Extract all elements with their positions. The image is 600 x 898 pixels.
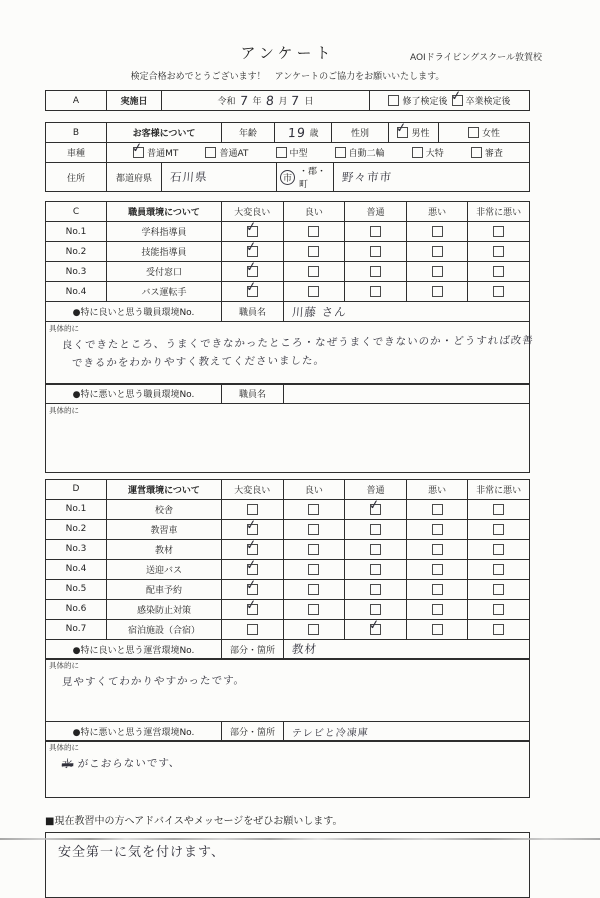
section-c-bad-row bbox=[45, 383, 530, 404]
city-type-label bbox=[276, 163, 333, 191]
rating-checkbox[interactable] bbox=[308, 604, 319, 615]
rating-checkbox[interactable] bbox=[493, 266, 504, 277]
rating-checkbox[interactable] bbox=[432, 624, 443, 635]
rating-checkbox[interactable] bbox=[247, 604, 258, 615]
detail-rest: がこおらないです、 bbox=[77, 757, 181, 771]
checkbox-daitoku[interactable] bbox=[412, 147, 423, 158]
row-label: 受付窓口 bbox=[106, 262, 221, 281]
rating-checkbox[interactable] bbox=[308, 286, 319, 297]
rating-checkbox[interactable] bbox=[493, 544, 504, 555]
option-futsu-at bbox=[205, 146, 248, 159]
rating-checkbox[interactable] bbox=[308, 504, 319, 515]
option-jidonirin bbox=[335, 146, 385, 159]
row-label: 配車予約 bbox=[106, 580, 221, 599]
detail-handwritten bbox=[61, 751, 522, 775]
month-handwritten: 8 bbox=[264, 92, 276, 109]
option-label: 卒業検定後 bbox=[465, 97, 511, 107]
option-shinsa bbox=[471, 146, 503, 159]
option-label: 審査 bbox=[484, 149, 503, 159]
row-no: No.5 bbox=[65, 584, 87, 594]
rating-checkbox[interactable] bbox=[370, 266, 381, 277]
vehicle-label: 車種 bbox=[66, 149, 85, 159]
section-c-table bbox=[45, 201, 530, 322]
rating-checkbox[interactable] bbox=[493, 286, 504, 297]
rating-checkbox[interactable] bbox=[308, 624, 319, 635]
city-value-cell[interactable] bbox=[333, 163, 529, 191]
struck-out-word: 水 bbox=[61, 758, 74, 771]
option-label: 中型 bbox=[289, 149, 308, 159]
table-row bbox=[46, 91, 529, 110]
age-label: 年齢 bbox=[221, 123, 274, 142]
option-daitoku bbox=[412, 146, 444, 159]
option-label: 大特 bbox=[425, 149, 444, 159]
rating-checkbox[interactable] bbox=[493, 504, 504, 515]
rating-checkbox[interactable] bbox=[370, 584, 381, 595]
rating-checkbox[interactable] bbox=[370, 246, 381, 257]
rating-checkbox[interactable] bbox=[370, 286, 381, 297]
prefecture-value-cell[interactable] bbox=[161, 163, 276, 191]
option-label: 普通MT bbox=[147, 149, 179, 159]
rating-header-bad: 悪い bbox=[406, 480, 468, 499]
exam-type-cell bbox=[369, 91, 529, 110]
rating-checkbox[interactable] bbox=[493, 624, 504, 635]
table-row bbox=[46, 539, 529, 559]
bad-staff-label: ●特に悪いと思う職員環境No. bbox=[72, 390, 195, 400]
row-label: 技能指導員 bbox=[106, 242, 221, 261]
rating-checkbox[interactable] bbox=[493, 246, 504, 257]
rating-checkbox[interactable] bbox=[247, 286, 258, 297]
option-label: 男性 bbox=[411, 129, 430, 139]
rating-checkbox[interactable] bbox=[432, 564, 443, 575]
rating-header-normal: 普通 bbox=[344, 202, 406, 221]
row-no: No.7 bbox=[65, 624, 87, 634]
option-male bbox=[397, 126, 429, 139]
checkbox-futsu-mt[interactable] bbox=[133, 147, 144, 158]
staff-name-handwritten: 川藤 さん bbox=[291, 304, 348, 319]
rating-checkbox[interactable] bbox=[493, 584, 504, 595]
bad-part-row bbox=[46, 722, 529, 741]
exec-date-label: 実施日 bbox=[106, 91, 161, 110]
gender-female-cell bbox=[438, 123, 529, 142]
row-label: 学科指導員 bbox=[106, 222, 221, 241]
option-shuryo-kentei bbox=[388, 94, 447, 107]
table-header-row bbox=[46, 480, 529, 499]
rating-checkbox[interactable] bbox=[308, 524, 319, 535]
rating-checkbox[interactable] bbox=[432, 286, 443, 297]
option-label: 普通AT bbox=[219, 149, 249, 159]
rating-checkbox[interactable] bbox=[247, 544, 258, 555]
rating-header-very-good: 大変良い bbox=[221, 480, 283, 499]
rating-header-very-bad: 非常に悪い bbox=[467, 480, 529, 499]
row-label: 感染防止対策 bbox=[106, 600, 221, 619]
bad-part-value-cell[interactable] bbox=[283, 722, 529, 741]
rating-checkbox[interactable] bbox=[432, 504, 443, 515]
row-no: No.2 bbox=[65, 524, 87, 534]
scan-artifact-line bbox=[0, 838, 600, 840]
checkbox-chugata[interactable] bbox=[276, 147, 287, 158]
rating-checkbox[interactable] bbox=[308, 564, 319, 575]
checkbox-jidonirin[interactable] bbox=[335, 147, 346, 158]
staff-name-label: 職員名 bbox=[221, 302, 283, 321]
row-label: 送迎バス bbox=[106, 560, 221, 579]
row-no: No.1 bbox=[65, 226, 87, 237]
detail-label: 具体的に bbox=[49, 405, 79, 415]
option-female bbox=[468, 126, 500, 139]
table-row bbox=[46, 241, 529, 261]
section-c-id: C bbox=[72, 206, 80, 217]
bad-staff-value-cell[interactable] bbox=[283, 384, 529, 403]
row-label: バス運転手 bbox=[106, 282, 221, 301]
table-row bbox=[46, 599, 529, 619]
rating-checkbox[interactable] bbox=[432, 524, 443, 535]
rating-checkbox[interactable] bbox=[493, 524, 504, 535]
table-row bbox=[46, 261, 529, 281]
staff-name-label: 職員名 bbox=[221, 384, 283, 403]
advice-handwritten: 安全第一に気を付けます、 bbox=[58, 845, 225, 860]
rating-checkbox[interactable] bbox=[493, 564, 504, 575]
bad-part-label: ●特に悪いと思う運営環境No. bbox=[72, 727, 195, 738]
year-handwritten: 7 bbox=[238, 92, 250, 109]
section-c-title: 職員環境について bbox=[106, 202, 221, 221]
detail-handwritten bbox=[62, 413, 521, 418]
rating-checkbox[interactable] bbox=[432, 226, 443, 237]
day-handwritten: 7 bbox=[290, 92, 302, 109]
checkbox-female[interactable] bbox=[468, 127, 479, 138]
year-suffix: 年 bbox=[252, 97, 262, 107]
page-title: アンケート bbox=[240, 44, 335, 62]
option-sotsugyo-kentei bbox=[452, 94, 511, 107]
section-a-table bbox=[45, 90, 530, 111]
row-no: No.3 bbox=[65, 544, 87, 554]
table-row bbox=[46, 619, 529, 639]
detail-handwritten-line2: できるかをわかりやすく教えてくださいました。 bbox=[71, 355, 326, 370]
rating-checkbox[interactable] bbox=[493, 604, 504, 615]
rating-checkbox[interactable] bbox=[370, 504, 381, 515]
checkbox-sotsugyo-kentei[interactable] bbox=[452, 95, 463, 106]
rating-checkbox[interactable] bbox=[370, 624, 381, 635]
rating-checkbox[interactable] bbox=[370, 604, 381, 615]
vehicle-options-cell bbox=[106, 143, 529, 162]
table-header-row bbox=[46, 202, 529, 221]
rating-header-good: 良い bbox=[283, 202, 345, 221]
rating-checkbox[interactable] bbox=[308, 226, 319, 237]
rating-checkbox[interactable] bbox=[493, 226, 504, 237]
good-part-label: ●特に良いと思う運営環境No. bbox=[72, 645, 195, 656]
row-no: No.2 bbox=[65, 246, 87, 257]
section-a-id: A bbox=[72, 95, 80, 106]
address-label: 住所 bbox=[66, 173, 85, 184]
day-suffix: 日 bbox=[304, 97, 314, 107]
table-row bbox=[46, 579, 529, 599]
section-b-id: B bbox=[72, 127, 80, 138]
rating-checkbox[interactable] bbox=[370, 544, 381, 555]
rating-header-good: 良い bbox=[283, 480, 345, 499]
detail-label: 具体的に bbox=[49, 323, 79, 333]
table-row bbox=[46, 221, 529, 241]
prefecture-handwritten: 石川県 bbox=[169, 169, 209, 185]
rating-checkbox[interactable] bbox=[247, 504, 258, 515]
checkbox-male[interactable] bbox=[397, 127, 408, 138]
option-futsu-mt bbox=[133, 146, 178, 159]
bad-part-handwritten: テレビと冷凍庫 bbox=[291, 727, 370, 739]
rating-checkbox[interactable] bbox=[247, 226, 258, 237]
rating-checkbox[interactable] bbox=[370, 226, 381, 237]
checkbox-futsu-at[interactable] bbox=[205, 147, 216, 158]
option-chugata bbox=[276, 146, 308, 159]
table-row bbox=[46, 142, 529, 162]
rating-checkbox[interactable] bbox=[432, 544, 443, 555]
table-row bbox=[46, 559, 529, 579]
rating-checkbox[interactable] bbox=[308, 246, 319, 257]
section-d-table bbox=[45, 479, 530, 660]
rating-checkbox[interactable] bbox=[247, 564, 258, 575]
rating-checkbox[interactable] bbox=[432, 246, 443, 257]
table-row bbox=[46, 519, 529, 539]
advice-prompt: ■現在教習中の方へアドバイスやメッセージをぜひお願いします。 bbox=[45, 816, 343, 827]
rating-checkbox[interactable] bbox=[247, 266, 258, 277]
bad-staff-row bbox=[46, 384, 529, 403]
row-no: No.6 bbox=[65, 604, 87, 614]
advice-box[interactable] bbox=[45, 832, 530, 898]
row-no: No.4 bbox=[65, 564, 87, 574]
rating-checkbox[interactable] bbox=[432, 604, 443, 615]
city-handwritten: 野々市市 bbox=[341, 169, 393, 185]
option-label: 自動二輪 bbox=[348, 149, 385, 159]
checkbox-shuryo-kentei[interactable] bbox=[388, 95, 399, 106]
rating-checkbox[interactable] bbox=[432, 584, 443, 595]
row-label: 校舎 bbox=[106, 500, 221, 519]
row-label: 教習車 bbox=[106, 520, 221, 539]
good-staff-value-cell[interactable] bbox=[283, 302, 529, 321]
detail-handwritten: 見やすくてわかりやすかったです。 bbox=[61, 674, 246, 689]
section-d-bad-row bbox=[45, 721, 530, 742]
school-name: AOIドライビングスクール敦賀校 bbox=[409, 53, 542, 63]
checkbox-shinsa[interactable] bbox=[471, 147, 482, 158]
option-label: 修了検定後 bbox=[402, 97, 448, 107]
customer-title: お客様について bbox=[106, 123, 221, 142]
survey-sheet bbox=[45, 0, 542, 898]
good-part-handwritten: 教材 bbox=[291, 641, 318, 657]
rating-checkbox[interactable] bbox=[247, 524, 258, 535]
detail-label: 具体的に bbox=[49, 661, 79, 670]
greeting-text: 検定合格おめでとうございます！ アンケートのご協力をお願いいたします。 bbox=[130, 72, 445, 82]
rating-header-very-bad: 非常に悪い bbox=[467, 202, 529, 221]
row-no: No.4 bbox=[65, 286, 87, 297]
detail-handwritten-line1: 良くできたところ、うまくできなかったところ・なぜうまくできないのか・どうすれば改善 bbox=[61, 333, 535, 351]
part-label: 部分・箇所 bbox=[221, 722, 283, 741]
age-cell bbox=[274, 123, 331, 142]
section-d-title: 運営環境について bbox=[106, 480, 221, 499]
table-row bbox=[46, 123, 529, 142]
good-staff-label: ●特に良いと思う職員環境No. bbox=[72, 308, 195, 318]
era-label: 令和 bbox=[217, 97, 236, 107]
table-row bbox=[46, 162, 529, 191]
rating-checkbox[interactable] bbox=[247, 624, 258, 635]
rating-checkbox[interactable] bbox=[247, 584, 258, 595]
rating-header-normal: 普通 bbox=[344, 480, 406, 499]
rating-checkbox[interactable] bbox=[370, 564, 381, 575]
rating-checkbox[interactable] bbox=[247, 246, 258, 257]
section-c-good-detail-box[interactable] bbox=[45, 321, 535, 385]
exec-date-value bbox=[161, 91, 369, 110]
part-label: 部分・箇所 bbox=[221, 640, 283, 659]
section-d-good-detail-box[interactable] bbox=[45, 658, 530, 722]
circled-shi: 市 bbox=[280, 170, 295, 185]
gender-label: 性別 bbox=[331, 123, 388, 142]
row-label: 宿泊施設（合宿） bbox=[106, 620, 221, 639]
rating-checkbox[interactable] bbox=[370, 524, 381, 535]
rating-checkbox[interactable] bbox=[432, 266, 443, 277]
form-header bbox=[45, 0, 542, 82]
rating-header-bad: 悪い bbox=[406, 202, 468, 221]
section-d-id: D bbox=[72, 484, 80, 494]
row-no: No.1 bbox=[65, 504, 87, 514]
age-suffix: 歳 bbox=[309, 129, 319, 139]
section-c-bad-detail-box[interactable] bbox=[45, 403, 530, 473]
row-label: 教材 bbox=[106, 540, 221, 559]
detail-label: 具体的に bbox=[49, 743, 79, 752]
age-handwritten: 19 bbox=[286, 124, 307, 141]
rating-checkbox[interactable] bbox=[308, 266, 319, 277]
good-part-value-cell[interactable] bbox=[283, 640, 529, 659]
table-row bbox=[46, 281, 529, 301]
good-staff-row bbox=[46, 301, 529, 321]
table-row bbox=[46, 499, 529, 519]
prefecture-label: 都道府県 bbox=[106, 163, 161, 191]
rating-header-very-good: 大変良い bbox=[221, 202, 283, 221]
rating-checkbox[interactable] bbox=[308, 584, 319, 595]
option-label: 女性 bbox=[481, 129, 500, 139]
section-b-table bbox=[45, 122, 530, 192]
gender-male-cell bbox=[388, 123, 438, 142]
city-type-rest: ・郡・町 bbox=[299, 167, 327, 190]
section-d-bad-detail-box[interactable] bbox=[45, 740, 530, 798]
good-part-row bbox=[46, 639, 529, 659]
rating-checkbox[interactable] bbox=[308, 544, 319, 555]
month-suffix: 月 bbox=[278, 97, 288, 107]
row-no: No.3 bbox=[65, 266, 87, 277]
